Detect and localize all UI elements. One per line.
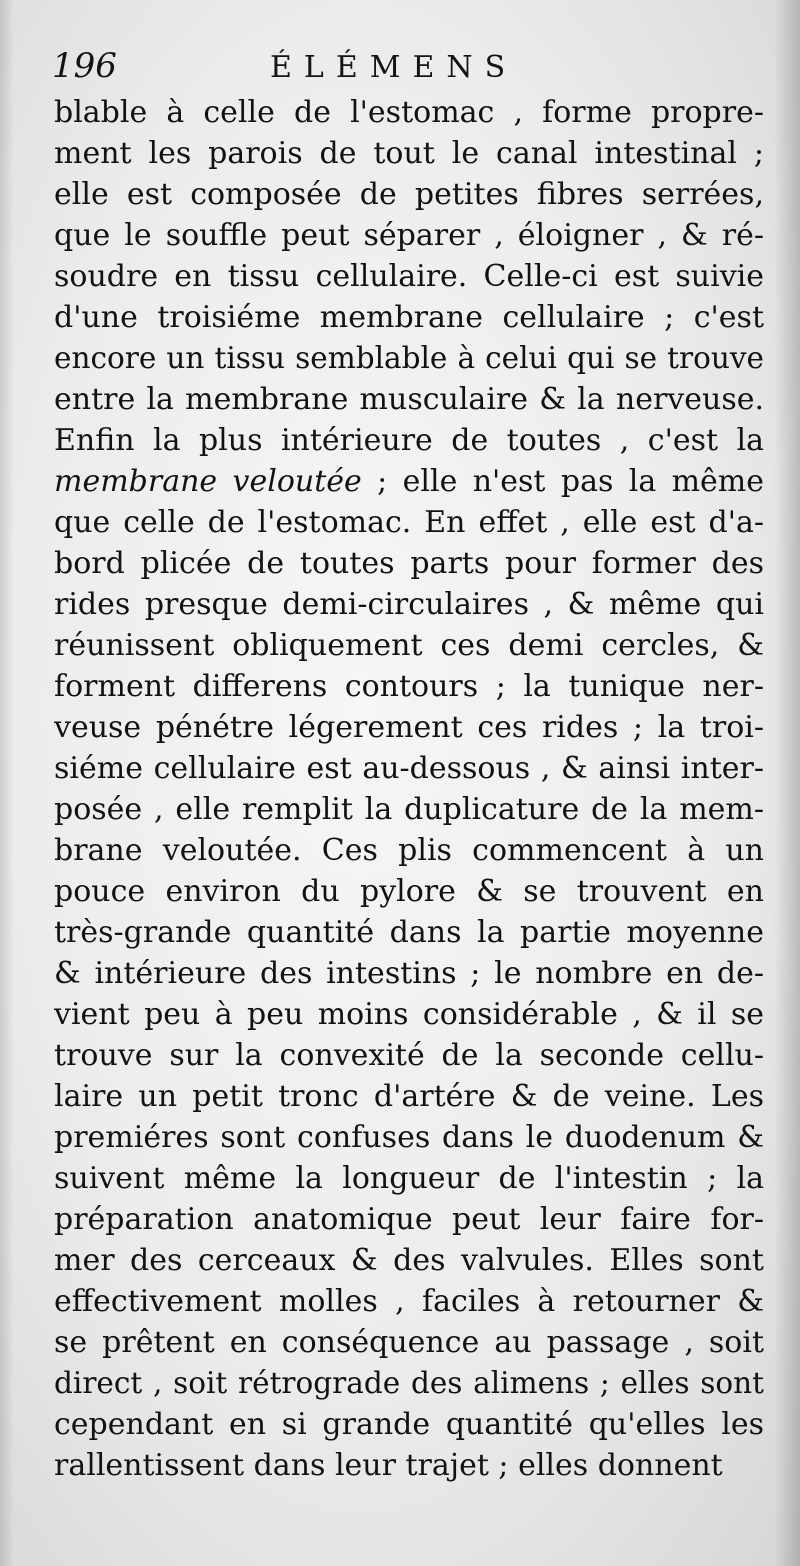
text-line: préparation anatomique peut leur faire for- [54,1202,764,1237]
text-line: cependant en si grande quantité qu'elles les [54,1407,764,1442]
text-line: posée , elle remplit la duplicature de la mem- [54,792,764,827]
text-line: brane veloutée. Ces plis commencent à un [54,833,764,868]
text-line: soudre en tissu cellulaire. Celle-ci est suivie [54,259,764,294]
text-line: très-grande quantité dans la partie moyenne [54,915,764,950]
text-line: suivent même la longueur de l'intestin ; la [54,1161,764,1196]
body-text [54,92,764,1486]
text-line: pouce environ du pylore & se trouvent en [54,874,764,909]
page-header [52,44,752,92]
page-gutter-shadow [0,0,14,1566]
text-line: se prêtent en conséquence au passage , soit [54,1325,764,1360]
running-title: ÉLÉMENS [270,50,518,85]
italic-term: membrane veloutée [54,464,362,499]
text-line: bord plicée de toutes parts pour former des [54,546,764,581]
text-line: direct , soit rétrograde des alimens ; elles sont [54,1366,764,1400]
text-line: effectivement molles , faciles à retourner & [54,1284,764,1319]
text-line: ment les parois de tout le canal intestinal ; [54,136,764,171]
text-line: siéme cellulaire est au-dessous , & ainsi inter- [54,751,764,786]
text-line: encore un tissu semblable à celui qui se trouve [54,341,764,375]
text-line: rallentissent dans leur trajet ; elles donnent [54,1448,723,1483]
text-line: rides presque demi-circulaires , & même qui [54,587,764,622]
page-number: 196 [52,46,117,86]
text-line: Enfin la plus intérieure de toutes , c'est la [54,423,764,458]
text-line: & intérieure des intestins ; le nombre en de- [54,956,764,991]
text-line: entre la membrane musculaire & la nerveuse. [54,382,764,417]
text-line: forment differens contours ; la tunique ner- [54,669,764,704]
text-line: elle est composée de petites fibres serrées, [54,177,764,212]
text-line: mer des cerceaux & des valvules. Elles sont [54,1243,764,1278]
text-line-italic-term [54,461,764,502]
text-line: trouve sur la convexité de la seconde cellu- [54,1038,764,1073]
text-line: réunissent obliquement ces demi cercles, & [54,628,764,663]
text-line: que celle de l'estomac. En effet , elle est d'a- [54,505,764,540]
text-line: blable à celle de l'estomac , forme propre- [54,95,764,130]
text-line-rest: ; elle n'est pas la même [361,464,764,499]
text-line: vient peu à peu moins considérable , & il se [54,997,764,1032]
text-line: d'une troisiéme membrane cellulaire ; c'est [54,300,764,335]
page-edge-shadow [774,0,800,1566]
text-line: premiéres sont confuses dans le duodenum & [54,1120,764,1155]
text-line: veuse pénétre légerement ces rides ; la troi- [54,710,764,745]
text-line: laire un petit tronc d'artére & de veine. Les [54,1079,764,1114]
text-line: que le souffle peut séparer , éloigner , & ré- [54,218,764,253]
